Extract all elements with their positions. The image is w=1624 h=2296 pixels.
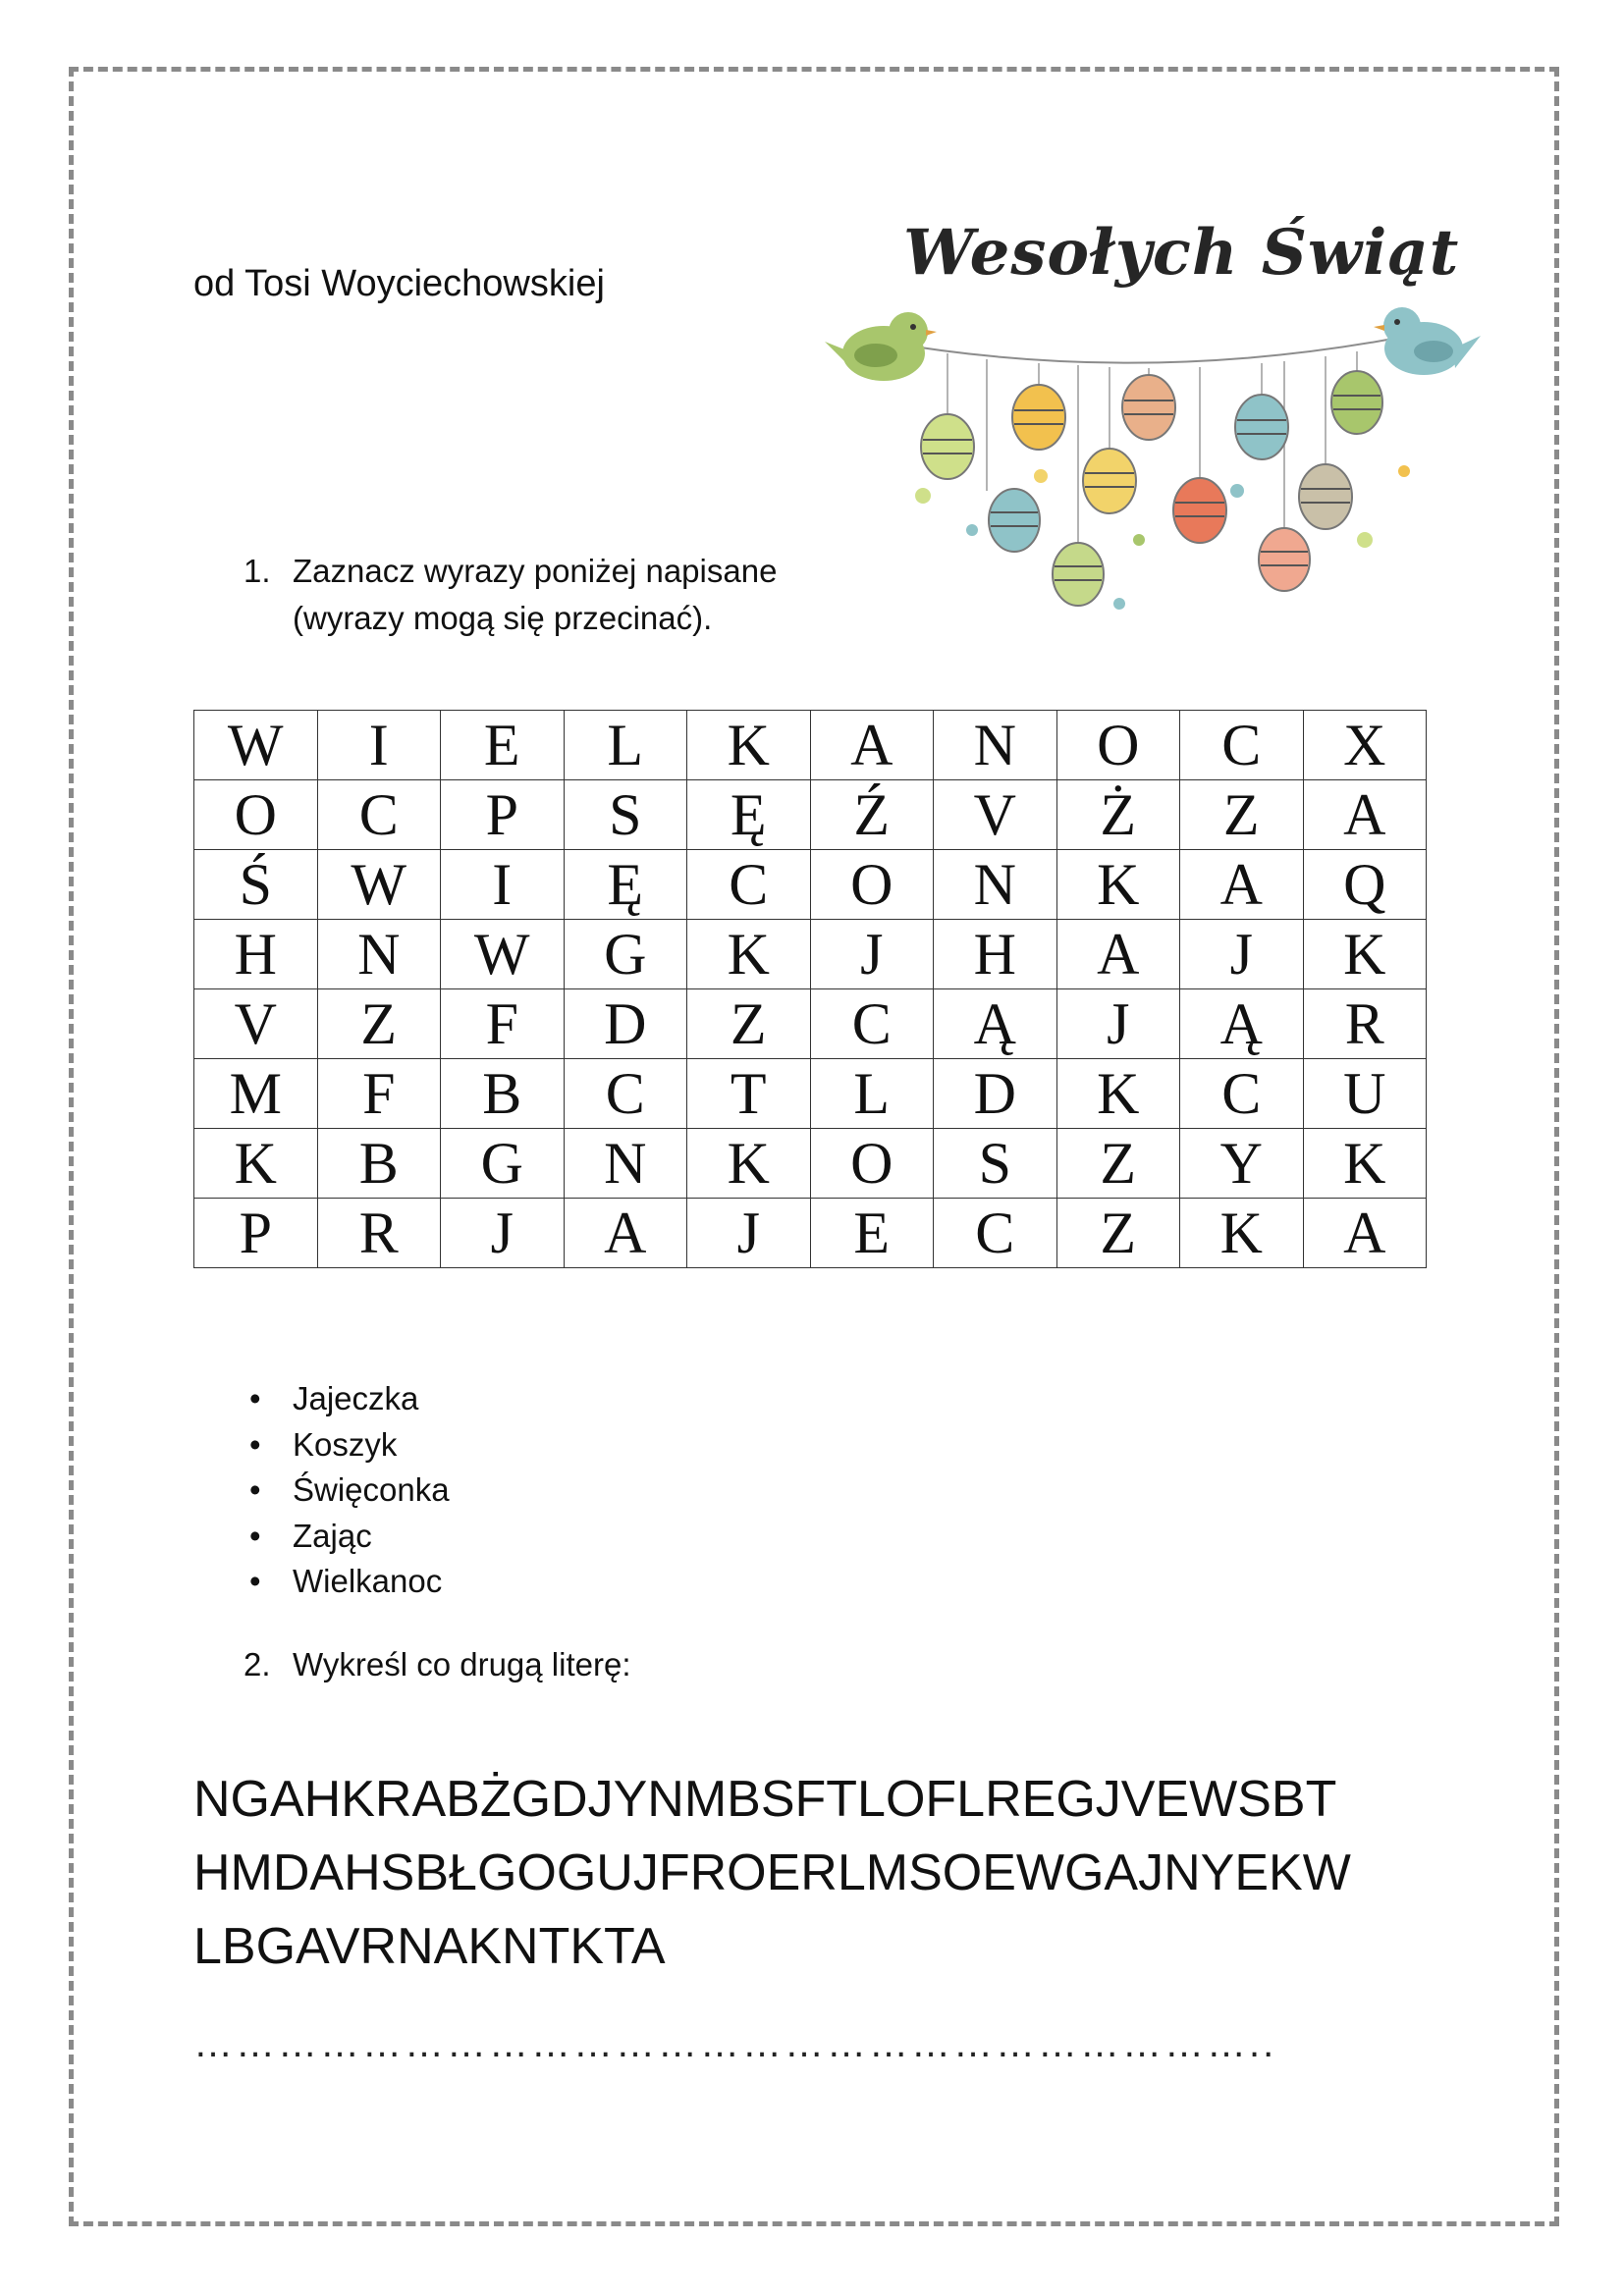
grid-cell[interactable]: J [810,920,934,989]
grid-cell[interactable]: L [810,1059,934,1129]
grid-cell[interactable]: A [1303,1199,1427,1268]
grid-cell[interactable]: K [1303,920,1427,989]
grid-cell[interactable]: Z [687,989,811,1059]
letter-line: NGAHKRABŻGDJYNMBSFTLOFLREGJVEWSBT [193,1771,1337,1828]
grid-cell[interactable]: Z [317,989,441,1059]
letter-line: LBGAVRNAKNTKTA [193,1918,666,1975]
grid-cell[interactable]: Ą [1180,989,1304,1059]
grid-row [194,1059,1427,1129]
grid-cell[interactable]: K [687,920,811,989]
grid-cell[interactable]: T [687,1059,811,1129]
grid-cell[interactable]: Ź [810,780,934,850]
grid-cell[interactable]: J [1180,920,1304,989]
grid-cell[interactable]: G [441,1129,565,1199]
answer-line[interactable]: ………………………………………………………………….. [193,2022,1277,2065]
bullet-icon: • [249,1425,261,1463]
author-line: od Tosi Woyciechowskiej [193,263,605,304]
grid-cell[interactable]: O [810,1129,934,1199]
grid-cell[interactable]: I [441,850,565,920]
grid-cell[interactable]: G [564,920,687,989]
grid-cell[interactable]: Ą [934,989,1057,1059]
grid-cell[interactable]: Ś [194,850,318,920]
grid-cell[interactable]: K [687,711,811,780]
letter-line: HMDAHSBŁGOGUJFROERLMSOEWGAJNYEKW [193,1844,1351,1901]
grid-cell[interactable]: D [564,989,687,1059]
word-label: Wielkanoc [293,1563,443,1599]
grid-row [194,1129,1427,1199]
grid-cell[interactable]: O [1056,711,1180,780]
bullet-icon: • [249,1517,261,1554]
grid-cell[interactable]: A [1056,920,1180,989]
grid-cell[interactable]: E [441,711,565,780]
grid-cell[interactable]: C [1180,711,1304,780]
logo-title: Wesołych Świąt [903,216,1460,290]
grid-cell[interactable]: P [194,1199,318,1268]
grid-row [194,711,1427,780]
grid-row [194,850,1427,920]
grid-cell[interactable]: O [810,850,934,920]
grid-cell[interactable]: A [1303,780,1427,850]
grid-cell[interactable]: C [564,1059,687,1129]
grid-cell[interactable]: R [1303,989,1427,1059]
task-1-text: Zaznacz wyrazy poniżej napisane (wyrazy mogą się przecinać). [293,553,778,636]
bullet-icon: • [249,1380,261,1416]
word-search-grid [193,710,1427,1268]
grid-cell[interactable]: S [564,780,687,850]
grid-row [194,920,1427,989]
task-2-number: 2. [244,1646,271,1682]
grid-cell[interactable]: A [1180,850,1304,920]
grid-cell[interactable]: J [1056,989,1180,1059]
grid-cell[interactable]: N [934,850,1057,920]
grid-cell[interactable]: P [441,780,565,850]
grid-cell[interactable]: F [441,989,565,1059]
grid-cell[interactable]: C [1180,1059,1304,1129]
grid-cell[interactable]: N [934,711,1057,780]
list-item [244,1376,450,1422]
right-bird-icon [1374,307,1481,375]
grid-cell[interactable]: K [194,1129,318,1199]
grid-cell[interactable]: J [441,1199,565,1268]
grid-cell[interactable]: F [317,1059,441,1129]
grid-cell[interactable]: I [317,711,441,780]
grid-cell[interactable]: H [934,920,1057,989]
grid-cell[interactable]: Q [1303,850,1427,920]
grid-cell[interactable]: K [1056,1059,1180,1129]
task-2-text: Wykreśl co drugą literę: [293,1646,631,1682]
grid-cell[interactable]: Z [1056,1199,1180,1268]
grid-cell[interactable]: N [317,920,441,989]
bullet-icon: • [249,1563,261,1599]
grid-cell[interactable]: Ę [564,850,687,920]
easter-eggs-illustration [815,216,1483,618]
list-item [244,1514,450,1560]
grid-cell[interactable]: V [934,780,1057,850]
letter-sequence [193,1763,1351,1984]
grid-cell[interactable]: W [317,850,441,920]
easter-logo [815,216,1483,618]
grid-cell[interactable]: C [810,989,934,1059]
word-label: Jajeczka [293,1380,419,1416]
grid-cell[interactable]: K [1303,1129,1427,1199]
list-item [244,1468,450,1514]
grid-cell[interactable]: A [810,711,934,780]
word-label: Koszyk [293,1425,398,1463]
grid-cell[interactable]: Ę [687,780,811,850]
grid-cell[interactable]: Z [1056,1129,1180,1199]
grid-cell[interactable]: O [194,780,318,850]
grid-row [194,989,1427,1059]
grid-cell[interactable]: C [687,850,811,920]
grid-cell[interactable]: K [1056,850,1180,920]
grid-cell[interactable]: Z [1180,780,1304,850]
grid-row [194,780,1427,850]
grid-row [194,1199,1427,1268]
word-list [244,1376,450,1605]
bullet-icon: • [249,1471,261,1508]
grid-cell[interactable]: H [194,920,318,989]
grid-cell[interactable]: L [564,711,687,780]
grid-cell[interactable]: X [1303,711,1427,780]
grid-cell[interactable]: E [810,1199,934,1268]
grid-cell[interactable]: C [934,1199,1057,1268]
list-item [244,1559,450,1605]
grid-cell[interactable]: B [441,1059,565,1129]
grid-cell[interactable]: K [1180,1199,1304,1268]
grid-cell[interactable]: B [317,1129,441,1199]
word-label: Święconka [293,1471,450,1508]
list-item [244,1422,450,1468]
task-1-number: 1. [244,553,271,589]
grid-cell[interactable]: Y [1180,1129,1304,1199]
grid-cell[interactable]: W [194,711,318,780]
word-label: Zając [293,1517,372,1554]
grid-cell[interactable]: W [441,920,565,989]
grid-cell[interactable]: D [934,1059,1057,1129]
grid-cell[interactable]: Ż [1056,780,1180,850]
grid-cell[interactable]: C [317,780,441,850]
grid-cell[interactable]: N [564,1129,687,1199]
grid-cell[interactable]: R [317,1199,441,1268]
grid-cell[interactable]: V [194,989,318,1059]
task-2 [244,1646,631,1683]
grid-cell[interactable]: K [687,1129,811,1199]
grid-cell[interactable]: A [564,1199,687,1268]
grid-cell[interactable]: M [194,1059,318,1129]
grid-cell[interactable]: J [687,1199,811,1268]
left-bird-icon [825,312,937,381]
grid-cell[interactable]: U [1303,1059,1427,1129]
grid-cell[interactable]: S [934,1129,1057,1199]
